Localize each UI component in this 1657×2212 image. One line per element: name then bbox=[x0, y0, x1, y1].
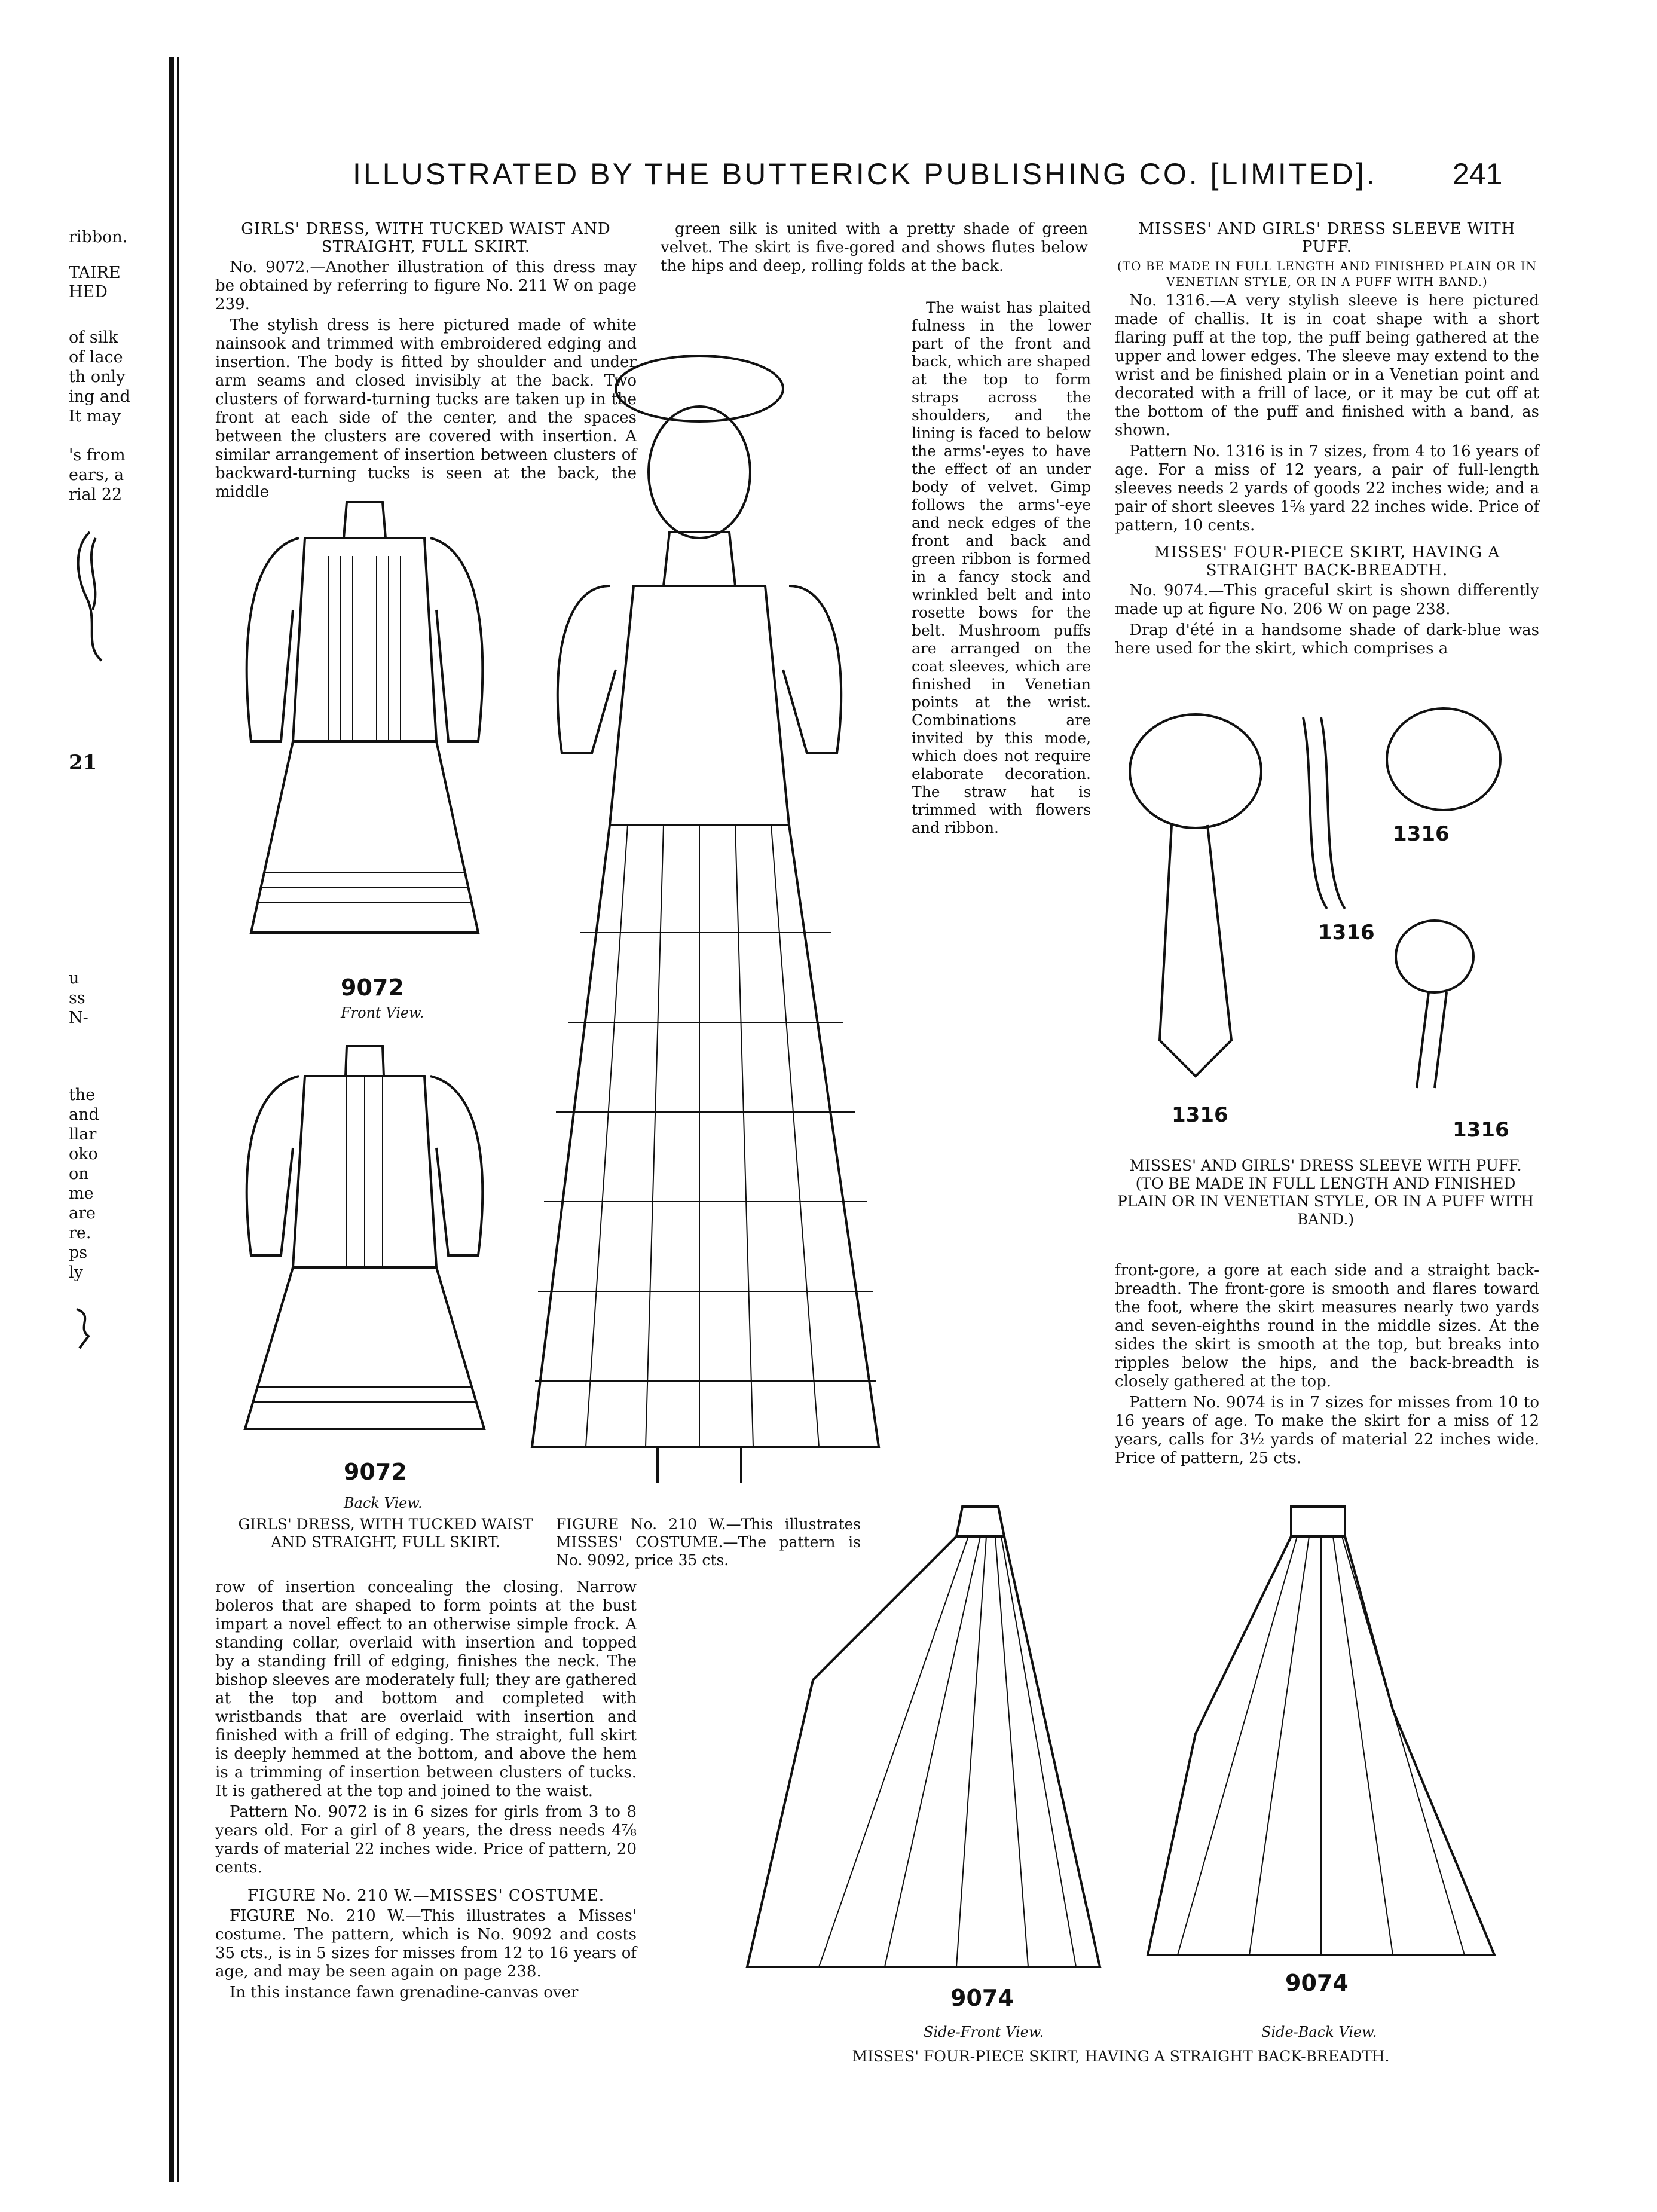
figure-210w-caption: FIGURE No. 210 W.—This illustrates MISSES' COSTUME.—The pattern is No. 9092, price 35 cts. bbox=[556, 1516, 861, 1569]
article-paragraph: The waist has plaited fulness in the lower part of the front and back, which are shaped at the top to form straps across the shoulders, and the lining is faced to below the arms'-eyes to have the effect of an under body of velvet. Gimp follows the arms'-eye and neck edges of the front and back and green ribbon is formed in a fancy stock and wrinkled belt and into rosette bows for the belt. Mushroom puffs are arranged on the coat sleeves, which are finished in Venetian points at the wrist. Combinations are invited by this mode, which does not require elaborate decoration. The straw hat is trimmed with flowers and ribbon. bbox=[912, 299, 1091, 836]
article-paragraph: The stylish dress is here pictured made of white nainsook and trimmed with embroidered edging and insertion. The body is fitted by shoulder and under arm seams and closed invisibly at the back. Two clusters of forward-turning tucks are taken up in the front at each side of the center, and the spaces between the clusters are covered with insertion. A similar arrangement of insertion between clusters of backward-turning tucks is seen at the back, the middle bbox=[215, 316, 637, 501]
binding-rule-thin bbox=[177, 57, 179, 2182]
dress-back-number: 9072 bbox=[344, 1459, 407, 1485]
margin-fragment: u bbox=[69, 969, 80, 988]
dress-back-view-label: Back View. bbox=[344, 1495, 423, 1511]
dress-caption: GIRLS' DRESS, WITH TUCKED WAIST AND STRAIGHT, FULL SKIRT. bbox=[238, 1516, 533, 1551]
skirt-front-view-label: Side-Front View. bbox=[924, 2024, 1044, 2040]
margin-fragment: ly bbox=[69, 1263, 83, 1282]
page-header-title: ILLUSTRATED BY THE BUTTERICK PUBLISHING CO. [LIMITED]. bbox=[353, 157, 1377, 191]
article-paragraph: Drap d'été in a handsome shade of dark-blue was here used for the skirt, which comprises a bbox=[1115, 621, 1539, 658]
skirt-caption: MISSES' FOUR-PIECE SKIRT, HAVING A STRAIGHT BACK-BREADTH. bbox=[852, 2048, 1390, 2065]
margin-fragment: HED bbox=[69, 283, 108, 301]
dress-front-number: 9072 bbox=[341, 974, 404, 1001]
figure-210w-illustration bbox=[508, 335, 915, 1489]
article-paragraph: FIGURE No. 210 W.—This illustrates a Misses' costume. The pattern, which is No. 9092 and costs 35 cts., is in 5 sizes for misses from 12 to 16 years of age, and may be seen again on page 238. bbox=[215, 1907, 637, 1981]
margin-fragment: ss bbox=[69, 989, 85, 1007]
article-paragraph: No. 9072.—Another illustration of this dress may be obtained by referring to figure No. 211 W on page 239. bbox=[215, 258, 637, 313]
margin-fragment: th only bbox=[69, 368, 126, 386]
margin-fragment: rial 22 bbox=[69, 485, 123, 504]
page-number: 241 bbox=[1453, 157, 1503, 191]
margin-fragment: oko bbox=[69, 1145, 98, 1163]
dress-front-illustration bbox=[227, 490, 502, 963]
binding-rule-thick bbox=[169, 57, 174, 2182]
margin-fragment: and bbox=[69, 1105, 99, 1124]
margin-fragment: the bbox=[69, 1086, 96, 1104]
margin-fragment: on bbox=[69, 1165, 89, 1183]
margin-fragment: It may bbox=[69, 407, 121, 426]
article-heading: FIGURE No. 210 W.—MISSES' COSTUME. bbox=[247, 1887, 605, 1905]
margin-fragment: are bbox=[69, 1204, 96, 1223]
skirt-back-number: 9074 bbox=[1285, 1970, 1349, 1996]
margin-fragment: N- bbox=[69, 1009, 88, 1027]
sleeve-label: 1316 bbox=[1393, 822, 1450, 846]
article-heading: GIRLS' DRESS, WITH TUCKED WAIST AND STRAIGHT, FULL SKIRT. bbox=[241, 220, 611, 256]
margin-fragment: ribbon. bbox=[69, 228, 128, 246]
margin-fragment: re. bbox=[69, 1224, 91, 1242]
margin-fragment: TAIRE bbox=[69, 264, 121, 282]
margin-fragment: 21 bbox=[69, 751, 97, 775]
margin-fragment: ears, a bbox=[69, 466, 124, 484]
sleeve-label: 1316 bbox=[1172, 1103, 1228, 1127]
article-costume-continued bbox=[661, 220, 1088, 278]
article-heading: MISSES' AND GIRLS' DRESS SLEEVE WITH PUFF. bbox=[1138, 220, 1516, 256]
skirt-side-back-illustration bbox=[1142, 1495, 1524, 1973]
margin-fragment: ps bbox=[69, 1244, 88, 1262]
margin-fragment: me bbox=[69, 1184, 94, 1203]
article-paragraph: No. 1316.—A very stylish sleeve is here pictured made of challis. It is in coat shape with a short flaring puff at the top, the puff being gathered at the upper and lower edges. The sleeve may extend to the wrist and be finished plain or in a Venetian point and decorated with a frill of lace, or it may be cut off at the bottom of the puff and finished with a band, as shown. bbox=[1115, 292, 1539, 439]
margin-fragment: of silk bbox=[69, 328, 118, 347]
skirt-back-view-label: Side-Back View. bbox=[1261, 2024, 1377, 2040]
article-paragraph: No. 9074.—This graceful skirt is shown differently made up at figure No. 206 W on page 238. bbox=[1115, 582, 1539, 618]
article-paragraph: In this instance fawn grenadine-canvas over bbox=[230, 1984, 579, 2002]
skirt-side-front-illustration bbox=[741, 1501, 1124, 1979]
margin-fragment: llar bbox=[69, 1125, 97, 1144]
article-girls-dress-continued bbox=[215, 1578, 637, 2005]
article-paragraph: green silk is united with a pretty shade of green velvet. The skirt is five-gored and shows flutes below the hips and deep, rolling folds at the back. bbox=[661, 220, 1088, 275]
article-paragraph: Pattern No. 1316 is in 7 sizes, from 4 to 16 years of age. For a miss of 12 years, a pair of full-length sleeves needs 2 yards of goods 22 inches wide; and a pair of short sleeves 1⅝ yard 22 inches wide. Price of pattern, 10 cents. bbox=[1115, 442, 1539, 534]
article-paragraph: Pattern No. 9072 is in 6 sizes for girls from 3 to 8 years old. For a girl of 8 years, the dress needs 4⅞ yards of material 22 inches wide. Price of pattern, 20 cents. bbox=[215, 1803, 637, 1877]
article-paragraph: Pattern No. 9074 is in 7 sizes for misses from 10 to 16 years of age. To make the skirt for a miss of 12 years, calls for 3½ yards of material 22 inches wide. Price of pattern, 25 cts. bbox=[1115, 1394, 1539, 1467]
margin-fragment: of lace bbox=[69, 348, 123, 366]
article-sleeve bbox=[1115, 220, 1539, 661]
sleeve-label: 1316 bbox=[1453, 1118, 1509, 1142]
margin-ornament-illustration bbox=[71, 1303, 100, 1351]
article-costume-side-text bbox=[912, 299, 1091, 839]
sleeve-caption: MISSES' AND GIRLS' DRESS SLEEVE WITH PUFF. (TO BE MADE IN FULL LENGTH AND FINISHED PLAIN OR IN VENETIAN STYLE, OR IN A PUFF WITH BAND.) bbox=[1117, 1157, 1534, 1228]
margin-fragment: ing and bbox=[69, 387, 130, 406]
margin-ornament-illustration bbox=[66, 526, 120, 664]
article-heading: MISSES' FOUR-PIECE SKIRT, HAVING A STRAIGHT BACK-BREADTH. bbox=[1154, 543, 1500, 579]
skirt-front-number: 9074 bbox=[950, 1985, 1014, 2011]
dress-front-view-label: Front View. bbox=[341, 1004, 424, 1021]
margin-fragment: 's from bbox=[69, 446, 126, 465]
dress-back-illustration bbox=[227, 1040, 502, 1459]
article-paragraph: row of insertion concealing the closing. Narrow boleros that are shaped to form points at the bust impart a novel effect to an otherwise simple frock. A standing collar, overlaid with insertion and topped by a standing frill of edging, finishes the neck. The bishop sleeves are moderately full; they are gathered at the top and bottom and completed with wristbands that are overlaid with insertion and finished with a frill of edging. The straight, full skirt is deeply hemmed at the bottom, and above the hem is a trimming of insertion between clusters of tucks. It is gathered at the top and joined to the waist. bbox=[215, 1578, 637, 1800]
article-skirt-continued bbox=[1115, 1261, 1539, 1470]
sleeve-label: 1316 bbox=[1318, 921, 1375, 945]
article-subheading: (TO BE MADE IN FULL LENGTH AND FINISHED PLAIN OR IN VENETIAN STYLE, OR IN A PUFF WITH BAND.) bbox=[1117, 259, 1537, 289]
article-paragraph: front-gore, a gore at each side and a straight back-breadth. The front-gore is smooth and flares toward the foot, where the skirt measures nearly two yards and seven-eighths round in the middle sizes. At the sides the skirt is smooth at the top, but breaks into ripples below the hips, and the back-breadth is closely gathered at the top. bbox=[1115, 1261, 1539, 1391]
